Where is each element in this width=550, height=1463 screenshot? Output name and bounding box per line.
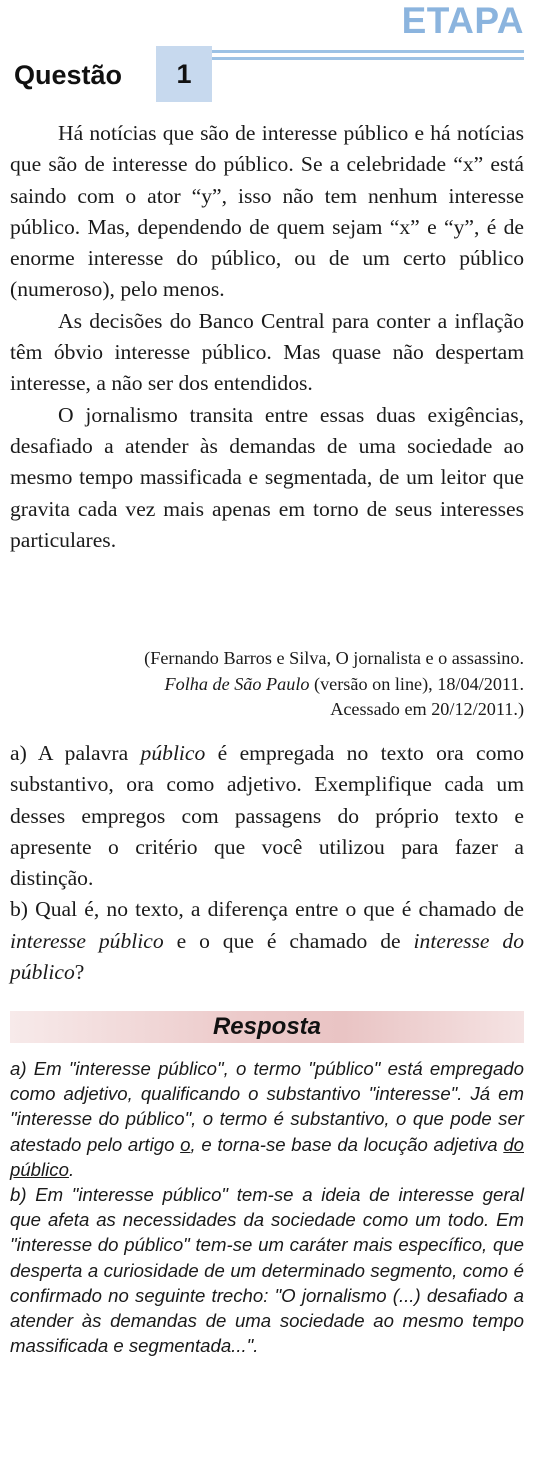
answer-a-text: . bbox=[68, 1158, 75, 1180]
citation-line: (Fernando Barros e Silva, O jornalista e o assassino. bbox=[144, 648, 524, 668]
question-b bbox=[10, 894, 524, 988]
newspaper-name: Folha de São Paulo bbox=[164, 673, 310, 694]
questions bbox=[10, 738, 524, 988]
source-citation bbox=[10, 646, 524, 723]
brand-logo: ETAPA bbox=[401, 0, 524, 41]
question-b-text: ? bbox=[74, 960, 85, 985]
passage-paragraph: O jornalismo transita entre essas duas exigências, desafiado a atender às demandas de uma sociedade ao mesmo tempo massificada e segmentada, de um leitor que gravita cada vez mais apenas em torno de seus interesses particulares. bbox=[10, 402, 524, 552]
question-a-text: é empregada no texto ora como substantivo, ora como adjetivo. Exemplifique cada um desses empregos com passagens do próprio texto e apresente o critério que você utilizou para fazer a distinção. bbox=[10, 741, 524, 891]
header-rule bbox=[212, 57, 524, 60]
header-rule bbox=[212, 50, 524, 53]
answer-a-underlined: o bbox=[180, 1133, 191, 1155]
question-number: 1 bbox=[176, 58, 192, 89]
question-a-text: a) A palavra bbox=[10, 741, 141, 765]
answer-b: b) Em "interesse público" tem-se a ideia de interesse geral que afeta as necessidades da sociedade como um todo. Em "interesse do público" tem-se um caráter mais específico, que desperta a curiosidade de um determinado segmento, como é confirmado no seguinte trecho: "O jornalismo (...) desafiado a atender às demandas de uma sociedade ao mesmo tempo massificada e segmentada...". bbox=[10, 1184, 524, 1357]
passage-paragraph: As decisões do Banco Central para conter a inflação têm óbvio interesse público. Mas quase não despertam interesse, a não ser dos entendidos. bbox=[10, 308, 524, 396]
question-b-emphasis: interesse público bbox=[10, 928, 164, 953]
answer-a-text: a) Em "interesse público", o termo "público" está empregado como adjetivo, qualificando o substantivo "interesse". Já em "interesse do público", o termo é substantivo, o que pode ser atestado pelo artigo bbox=[10, 1058, 524, 1155]
answer-a-underlined: do público bbox=[10, 1133, 524, 1180]
citation-detail: (versão on line), 18/04/2011. bbox=[309, 673, 524, 694]
question-a bbox=[10, 738, 524, 894]
question-number-badge bbox=[156, 46, 212, 102]
question-b-text: e o que é chamado de bbox=[163, 928, 414, 953]
response-title: Resposta bbox=[212, 1013, 322, 1040]
question-a-emphasis: público bbox=[140, 741, 206, 765]
passage bbox=[10, 118, 524, 556]
passage-paragraph: Há notícias que são de interesse público e há notícias que são de interesse do público. Se a celebridade “x” está saindo com o ator “y”, isso não tem nenhum interesse público. Mas, dependendo de quem sejam “x” e “y”, é de enorme interesse do público, ou de um certo público (numeroso), pelo menos. bbox=[10, 121, 524, 302]
question-b-text: b) Qual é, no texto, a diferença entre o que é chamado de bbox=[10, 897, 524, 922]
answer-a bbox=[10, 1056, 524, 1182]
question-b-emphasis: interesse do público bbox=[10, 928, 524, 985]
citation-line: Acessado em 20/12/2011.) bbox=[330, 699, 524, 719]
response-header bbox=[10, 1011, 524, 1043]
question-label: Questão bbox=[14, 60, 123, 90]
citation-line bbox=[10, 672, 524, 698]
response-body bbox=[10, 1056, 524, 1358]
answer-a-text: , e torna-se base da locução adjetiva bbox=[190, 1133, 504, 1155]
